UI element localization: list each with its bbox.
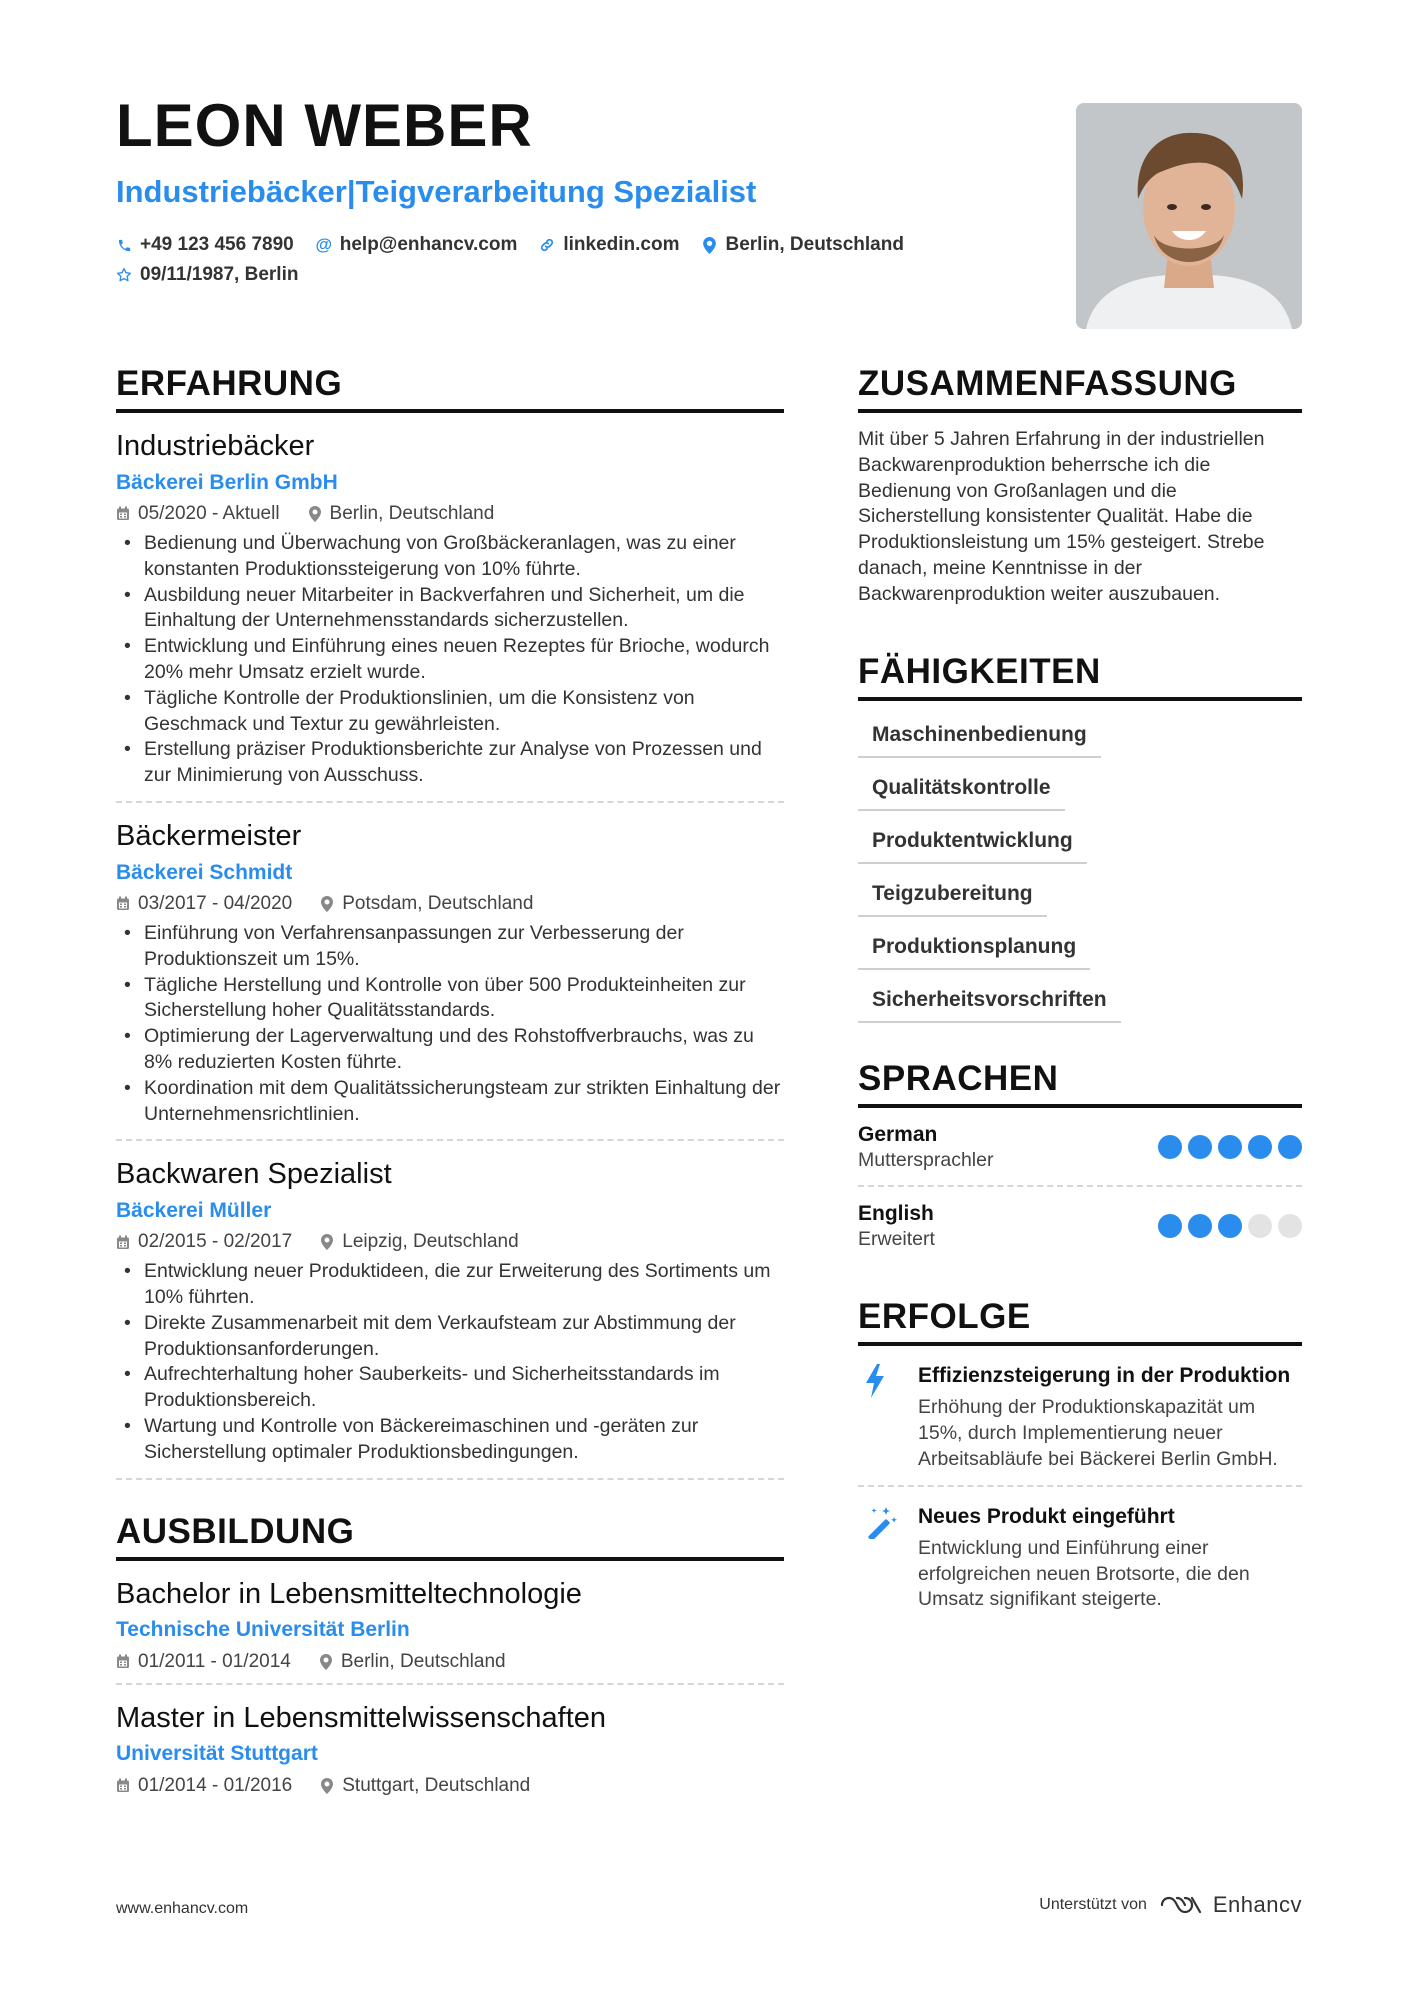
achievement-desc: Entwicklung und Einführung einer erfolgreichen neuen Brotsorte, die den Umsatz signifikant steigerte. bbox=[918, 1536, 1250, 1611]
enhancv-logo-icon bbox=[1159, 1894, 1203, 1916]
job-dates: 03/2017 - 04/2020 bbox=[138, 892, 293, 914]
email-text: help@enhancv.com bbox=[339, 234, 518, 255]
rating-dot-empty bbox=[1278, 1214, 1302, 1238]
language-level: Muttersprachler bbox=[858, 1149, 994, 1172]
location-pin-icon bbox=[319, 1654, 333, 1670]
achievement-title: Neues Produkt eingeführt bbox=[918, 1504, 1175, 1528]
rating-dot-filled bbox=[1218, 1214, 1242, 1238]
job-bullet: • Entwicklung und Einführung eines neuen Rezeptes für Brioche, wodurch 20% mehr Umsatz erzielt wurde. bbox=[116, 634, 784, 686]
location-pin-icon bbox=[320, 896, 334, 912]
location-pin-icon bbox=[308, 506, 322, 522]
language-level: Erweitert bbox=[858, 1228, 935, 1251]
job-bullet: • Aufrechterhaltung hoher Sauberkeits- und Sicherheitsstandards im Produktionsbereich. bbox=[116, 1362, 784, 1414]
education-item bbox=[116, 1685, 784, 1807]
headline-specialty: Teigverarbeitung Spezialist bbox=[355, 174, 757, 209]
education-title: AUSBILDUNG bbox=[116, 1514, 784, 1561]
education-item bbox=[116, 1561, 784, 1685]
calendar-icon bbox=[116, 1778, 130, 1793]
right-column bbox=[858, 366, 1302, 1625]
calendar-icon bbox=[116, 1235, 130, 1250]
job-bullets bbox=[116, 531, 784, 789]
job-dates: 05/2020 - Aktuell bbox=[138, 502, 280, 524]
job-title: Industriebäcker bbox=[116, 430, 315, 462]
linkedin-text: linkedin.com bbox=[563, 234, 680, 255]
language-rating bbox=[1158, 1135, 1302, 1159]
job-company: Bäckerei Schmidt bbox=[116, 860, 293, 884]
contact-birth bbox=[116, 264, 298, 286]
profile-photo bbox=[1076, 103, 1302, 329]
skill-tag: Produktentwicklung bbox=[858, 819, 1087, 864]
skills-title: FÄHIGKEITEN bbox=[858, 654, 1302, 701]
at-icon: @ bbox=[315, 235, 333, 254]
degree-title: Master in Lebensmittelwissenschaften bbox=[116, 1701, 607, 1734]
experience-title: ERFAHRUNG bbox=[116, 366, 784, 413]
skills-list bbox=[858, 713, 1302, 1024]
footer-website[interactable]: www.enhancv.com bbox=[116, 1900, 249, 1917]
job-bullet: • Tägliche Herstellung und Kontrolle von über 500 Produkteinheiten zur Sicherstellung hoher Qualitätsstandards. bbox=[116, 973, 784, 1025]
education-dates: 01/2014 - 01/2016 bbox=[138, 1774, 293, 1796]
rating-dot-filled bbox=[1248, 1135, 1272, 1159]
link-icon bbox=[539, 237, 555, 253]
calendar-icon bbox=[116, 896, 130, 911]
headline-separator: | bbox=[346, 174, 356, 209]
experience-item bbox=[116, 803, 784, 1141]
job-location: Leipzig, Deutschland bbox=[342, 1231, 519, 1253]
languages-title: SPRACHEN bbox=[858, 1061, 1302, 1108]
education-meta bbox=[116, 1775, 784, 1797]
job-bullets bbox=[116, 1259, 784, 1465]
calendar-icon bbox=[116, 506, 130, 521]
skill-tag: Sicherheitsvorschriften bbox=[858, 978, 1121, 1023]
achievement-item bbox=[858, 1346, 1302, 1486]
job-meta bbox=[116, 503, 784, 525]
rating-dot-filled bbox=[1188, 1135, 1212, 1159]
candidate-name: LEON WEBER bbox=[116, 92, 533, 159]
footer-branding bbox=[1039, 1892, 1302, 1918]
skills-section bbox=[858, 651, 1302, 1024]
contact-location bbox=[702, 234, 904, 256]
contact-email[interactable] bbox=[316, 234, 518, 256]
language-name: German bbox=[858, 1123, 938, 1147]
experience-item bbox=[116, 1141, 784, 1479]
achievements-section bbox=[858, 1299, 1302, 1625]
location-pin-icon bbox=[320, 1778, 334, 1794]
rating-dot-filled bbox=[1188, 1214, 1212, 1238]
degree-title: Bachelor in Lebensmitteltechnologie bbox=[116, 1577, 582, 1610]
job-bullets bbox=[116, 921, 784, 1127]
location-pin-icon bbox=[702, 237, 718, 253]
calendar-icon bbox=[116, 1654, 130, 1669]
school-name: Universität Stuttgart bbox=[116, 1742, 318, 1766]
language-item bbox=[858, 1108, 1302, 1187]
education-location: Berlin, Deutschland bbox=[340, 1650, 506, 1672]
rating-dot-empty bbox=[1248, 1214, 1272, 1238]
education-meta bbox=[116, 1651, 784, 1673]
education-dates: 01/2011 - 01/2014 bbox=[138, 1650, 291, 1672]
left-column bbox=[116, 366, 784, 1807]
headline-role: Industriebäcker bbox=[116, 174, 347, 209]
job-title: Bäckermeister bbox=[116, 819, 302, 852]
achievements-title: ERFOLGE bbox=[858, 1299, 1302, 1346]
contact-phone[interactable] bbox=[116, 234, 294, 256]
magic-wand-icon bbox=[858, 1503, 918, 1613]
job-bullet: • Tägliche Kontrolle der Produktionslinien, um die Konsistenz von Geschmack und Textur zu gewährleisten. bbox=[116, 686, 784, 738]
headline bbox=[116, 175, 756, 209]
education-location: Stuttgart, Deutschland bbox=[342, 1774, 531, 1796]
achievement-item bbox=[858, 1487, 1302, 1625]
footer-brand: Enhancv bbox=[1212, 1892, 1302, 1917]
job-bullet: • Direkte Zusammenarbeit mit dem Verkaufsteam zur Abstimmung der Produktionsanforderungen. bbox=[116, 1311, 784, 1363]
achievement-desc: Erhöhung der Produktionskapazität um 15%, durch Implementierung neuer Arbeitsabläufe bei Bäckerei Berlin GmbH. bbox=[918, 1396, 1278, 1470]
language-name: English bbox=[858, 1201, 934, 1225]
languages-section bbox=[858, 1061, 1302, 1263]
job-bullet: • Ausbildung neuer Mitarbeiter in Backverfahren und Sicherheit, um die Einhaltung der Unternehmensstandards sicherzustellen. bbox=[116, 583, 784, 635]
contact-linkedin[interactable] bbox=[539, 234, 679, 256]
job-location: Potsdam, Deutschland bbox=[342, 892, 534, 914]
summary-title: ZUSAMMENFASSUNG bbox=[858, 366, 1302, 413]
lightning-icon bbox=[858, 1362, 918, 1472]
birth-text: 09/11/1987, Berlin bbox=[140, 264, 299, 285]
phone-text: +49 123 456 7890 bbox=[140, 234, 294, 255]
contact-info bbox=[116, 230, 1016, 290]
job-company: Bäckerei Müller bbox=[116, 1199, 272, 1223]
job-bullet: • Einführung von Verfahrensanpassungen zur Verbesserung der Produktionszeit um 15%. bbox=[116, 921, 784, 973]
job-bullet: • Entwicklung neuer Produktideen, die zur Erweiterung des Sortiments um 10% führten. bbox=[116, 1259, 784, 1311]
job-meta bbox=[116, 893, 784, 915]
job-bullet: • Bedienung und Überwachung von Großbäckeranlagen, was zu einer konstanten Produktionssteigerung von 10% führte. bbox=[116, 531, 784, 583]
job-bullet: • Koordination mit dem Qualitätssicherungsteam zur strikten Einhaltung der Unternehmensrichtlinien. bbox=[116, 1076, 784, 1128]
job-dates: 02/2015 - 02/2017 bbox=[138, 1231, 293, 1253]
summary-text: Mit über 5 Jahren Erfahrung in der industriellen Backwarenproduktion beherrsche ich die Bedienung von Großanlagen und die Sicherstellung konsistenter Qualität. Habe die Produktionsleistung um 15% gesteigert. Strebe danach, meine Kenntnisse in der Backwarenproduktion weiter auszubauen. bbox=[858, 428, 1265, 605]
language-rating bbox=[1158, 1214, 1302, 1238]
language-item bbox=[858, 1187, 1302, 1264]
location-pin-icon bbox=[320, 1234, 334, 1250]
job-company: Bäckerei Berlin GmbH bbox=[116, 470, 338, 494]
star-icon bbox=[116, 267, 132, 283]
job-location: Berlin, Deutschland bbox=[329, 502, 495, 524]
school-name: Technische Universität Berlin bbox=[116, 1618, 410, 1642]
phone-icon bbox=[116, 237, 132, 253]
skill-tag: Teigzubereitung bbox=[858, 872, 1047, 917]
job-bullet: • Erstellung präziser Produktionsberichte zur Analyse von Prozessen und zur Minimierung von Ausschuss. bbox=[116, 737, 784, 789]
education-section bbox=[116, 1511, 784, 1807]
rating-dot-filled bbox=[1158, 1214, 1182, 1238]
skill-tag: Qualitätskontrolle bbox=[858, 766, 1065, 811]
achievement-title: Effizienzsteigerung in der Produktion bbox=[918, 1364, 1291, 1388]
powered-by-text: Unterstützt von bbox=[1039, 1896, 1147, 1913]
rating-dot-filled bbox=[1218, 1135, 1242, 1159]
job-title: Backwaren Spezialist bbox=[116, 1158, 392, 1191]
location-text: Berlin, Deutschland bbox=[725, 234, 904, 255]
skill-tag: Maschinenbedienung bbox=[858, 713, 1101, 758]
job-bullet: • Optimierung der Lagerverwaltung und des Rohstoffverbrauchs, was zu 8% reduzierten Kosten führte. bbox=[116, 1024, 784, 1076]
rating-dot-filled bbox=[1158, 1135, 1182, 1159]
skill-tag: Produktionsplanung bbox=[858, 925, 1090, 970]
job-bullet: • Wartung und Kontrolle von Bäckereimaschinen und -geräten zur Sicherstellung optimaler Produktionsbedingungen. bbox=[116, 1414, 784, 1466]
job-meta bbox=[116, 1231, 784, 1253]
experience-item bbox=[116, 413, 784, 803]
rating-dot-filled bbox=[1278, 1135, 1302, 1159]
